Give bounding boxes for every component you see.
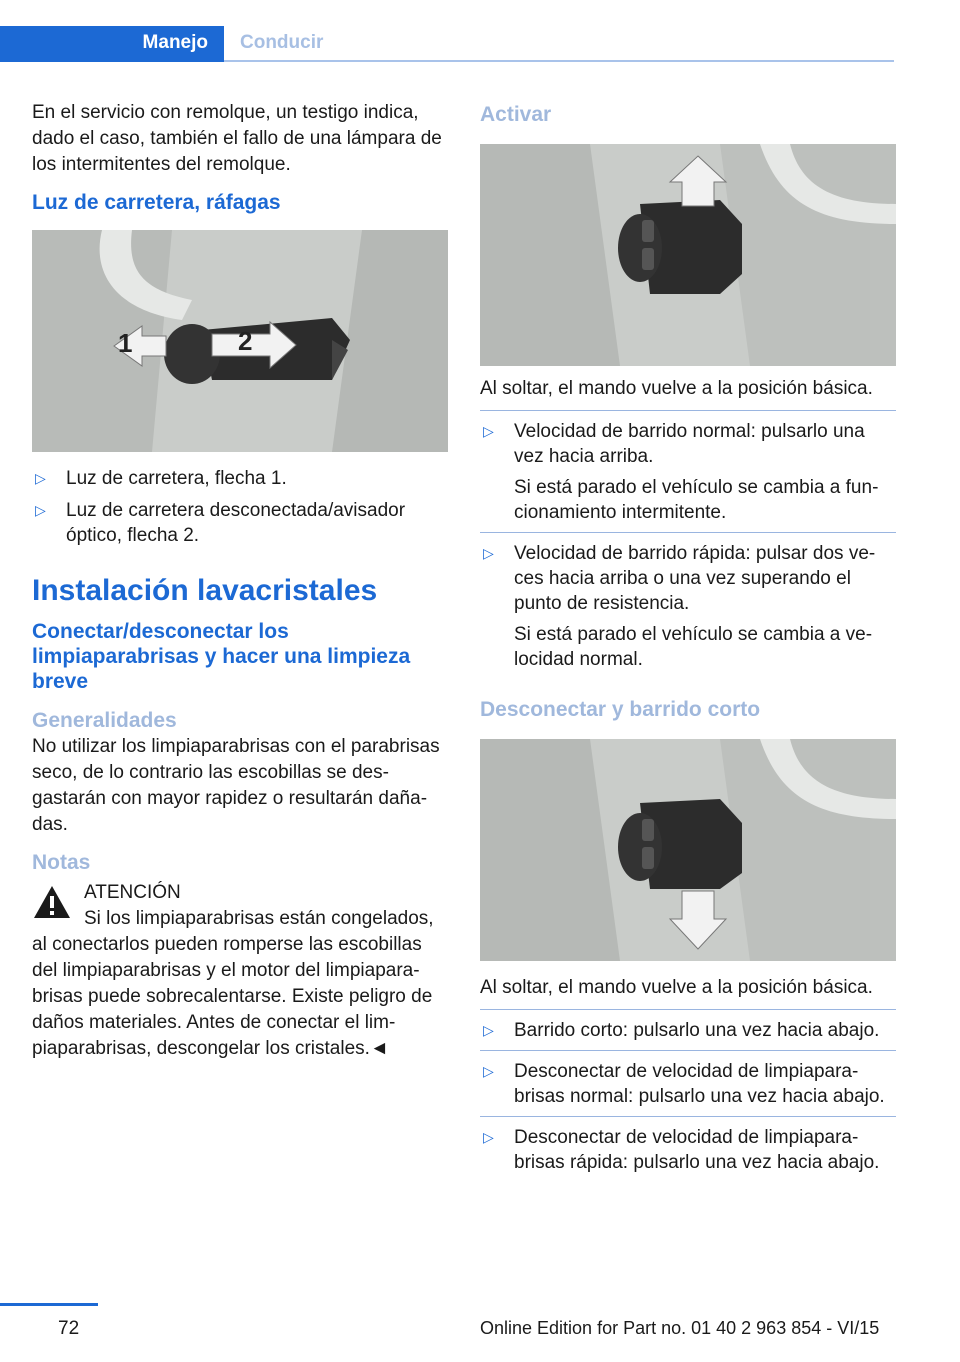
list-item-text: Velocidad de barrido normal: pulsarlo una vez hacia arriba. (514, 421, 865, 467)
arrow-label-2: 2 (238, 326, 253, 356)
intro-paragraph: En el servicio con remolque, un testigo indica, dado el caso, también el fallo de una lámpara de los intermitentes del remolque. (32, 102, 442, 175)
warning-title: ATENCIÓN (84, 882, 181, 903)
header-rule (224, 60, 894, 62)
activate-heading: Activar (480, 103, 552, 126)
off-list (480, 1018, 896, 1182)
list-item (480, 1116, 896, 1182)
divider (480, 1009, 896, 1010)
tab-manejo[interactable] (0, 26, 224, 62)
general-heading: Generalidades (32, 709, 177, 732)
wiper-down-image (480, 739, 896, 961)
activate-release-text: Al soltar, el mando vuelve a la posición básica. (480, 378, 873, 399)
list-item-text: Velocidad de barrido rápida: pulsar dos veces hacia arriba o una vez superando el punto de resistencia. (514, 543, 876, 614)
triangle-bullet-icon: ▷ (483, 1022, 494, 1038)
right-column (480, 100, 896, 1200)
high-beam-list (32, 466, 448, 555)
high-beam-stalk-image (32, 230, 448, 452)
notes-heading: Notas (32, 851, 91, 874)
list-item (480, 1018, 896, 1050)
section-heading: Conectar/desconectar los limpiaparabrisas y hacer una limpieza breve (32, 620, 411, 693)
activate-list (480, 419, 896, 679)
list-item (32, 498, 448, 555)
off-release-text: Al soltar, el mando vuelve a la posición básica. (480, 977, 873, 998)
tab-conducir[interactable]: Conducir (240, 32, 324, 53)
divider (480, 410, 896, 411)
list-item (32, 466, 448, 498)
list-item (480, 419, 896, 532)
triangle-bullet-icon: ▷ (483, 545, 494, 561)
tab-manejo-label: Manejo (142, 32, 208, 53)
left-column (32, 100, 448, 1062)
triangle-bullet-icon: ▷ (483, 1063, 494, 1079)
high-beam-heading: Luz de carretera, ráfagas (32, 191, 281, 214)
warning-body (32, 906, 448, 1062)
list-item-subtext: Si está parado el vehículo se cambia a funcionamiento intermitente. (514, 477, 879, 523)
main-heading: Instalación lavacristales (32, 574, 378, 607)
list-item (480, 1050, 896, 1116)
list-item-text: Desconectar de velocidad de limpiaparabrisas normal: pulsarlo una vez hacia abajo. (514, 1061, 885, 1107)
list-item-text: Barrido corto: pulsarlo una vez hacia abajo. (514, 1020, 880, 1041)
edition-text: Online Edition for Part no. 01 40 2 963 854 - VI/15 (480, 1318, 880, 1338)
chapter-header (0, 26, 894, 62)
list-item-text: Luz de carretera, flecha 1. (66, 468, 287, 489)
list-item (480, 532, 896, 679)
triangle-bullet-icon: ▷ (35, 502, 46, 518)
general-paragraph: No utilizar los limpiaparabrisas con el parabrisas seco, de lo contrario las escobillas se desgastarán con mayor rapidez o resultarán dañadas. (32, 736, 440, 835)
triangle-bullet-icon: ▷ (483, 1129, 494, 1145)
footer-rule (0, 1303, 98, 1306)
arrow-label-1: 1 (118, 328, 133, 358)
triangle-bullet-icon: ▷ (483, 423, 494, 439)
warning-note (32, 880, 448, 906)
off-heading: Desconectar y barrido corto (480, 698, 761, 721)
page-number: 72 (58, 1318, 80, 1339)
warning-text: Si los limpiaparabrisas están congelados, al conectarlos pueden romperse las escobillas del limpiaparabrisas y el motor del limpiaparabrisas puede sobrecalentarse. Existe peligro de daños materiales. Antes de conectar el limpiaparabrisas, descongelar los cristales.◄ (32, 908, 434, 1059)
list-item-text: Luz de carretera desconectada/avisador óptico, flecha 2. (66, 500, 406, 546)
wiper-up-image (480, 144, 896, 366)
wiper-up-illustration (480, 144, 896, 366)
triangle-bullet-icon: ▷ (35, 470, 46, 486)
list-item-text: Desconectar de velocidad de limpiaparabrisas rápida: pulsarlo una vez hacia abajo. (514, 1127, 880, 1173)
wiper-down-illustration (480, 739, 896, 961)
list-item-subtext: Si está parado el vehículo se cambia a velocidad normal. (514, 624, 873, 670)
